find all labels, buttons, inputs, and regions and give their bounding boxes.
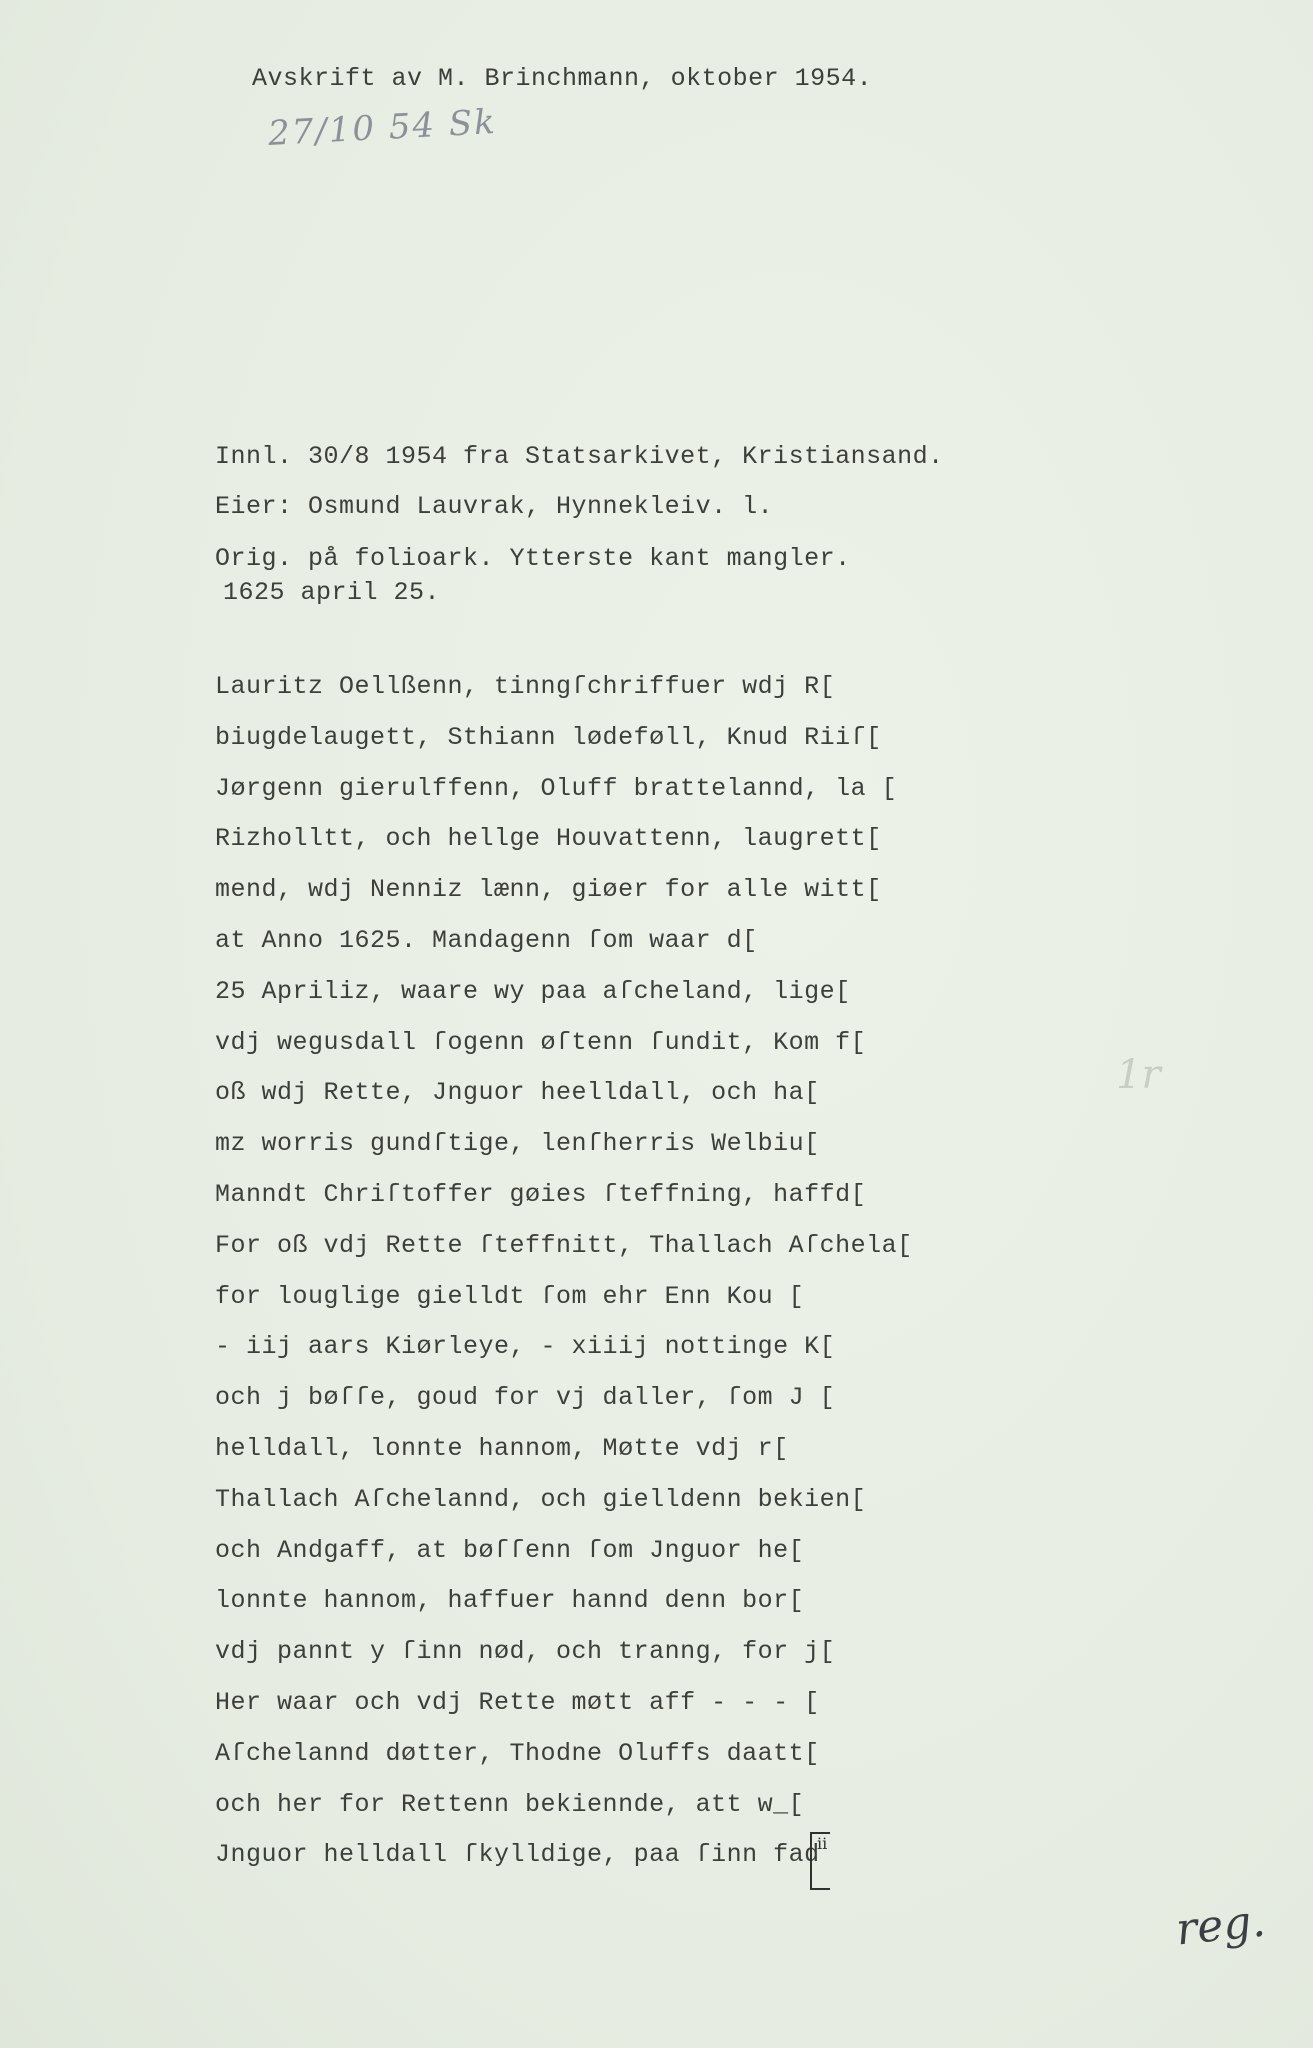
- transcript-line: lonnte hannom, haffuer hannd denn bor[: [215, 1586, 805, 1616]
- transcript-line: mz worris gundſtige, lenſherris Welbiu[: [215, 1129, 820, 1159]
- original-line: Orig. på folioark. Ytterste kant mangler.: [215, 544, 851, 573]
- transcript-line: - iij aars Kiørleye, - xiiij nottinge K[: [215, 1332, 836, 1362]
- reg-handwritten-note: reg.: [1173, 1895, 1268, 1956]
- transcript-body: [215, 672, 913, 1891]
- transcription-note: Avskrift av M. Brinchmann, oktober 1954.: [252, 64, 873, 93]
- transcript-line: Her waar och vdj Rette møtt aff - - - [: [215, 1687, 820, 1717]
- transcript-line: Lauritz Oellßenn, tinngſchriffuer wdj R[: [215, 672, 836, 701]
- date-line: 1625 april 25.: [223, 578, 441, 607]
- transcript-line: oß wdj Rette, Jnguor heelldall, och ha[: [215, 1078, 820, 1108]
- transcript-line: biugdelaugett, Sthiann lødeføll, Knud Riiſ[: [215, 722, 882, 752]
- transcript-line: mend, wdj Nenniz lænn, giøer for alle witt[: [215, 875, 882, 905]
- transcript-line: For oß vdj Rette ſteffnitt, Thallach Aſchela[: [215, 1230, 913, 1260]
- faint-margin-mark: 1r: [1116, 1052, 1161, 1098]
- owner-line: Eier: Osmund Lauvrak, Hynnekleiv. l.: [215, 492, 774, 521]
- transcript-line: vdj pannt y ſinn nød, och tranng, for j[: [215, 1637, 836, 1667]
- transcript-line: och her for Rettenn bekiennde, att w_[: [215, 1789, 805, 1819]
- transcript-line: at Anno 1625. Mandagenn ſom waar d[: [215, 925, 758, 955]
- transcript-line: Jørgenn gierulffenn, Oluff brattelannd, la [: [215, 773, 898, 803]
- transcript-line: Thallach Aſchelannd, och gielldenn bekien[: [215, 1484, 867, 1514]
- transcript-line: Rizholltt, och hellge Houvattenn, laugrett[: [215, 824, 882, 854]
- transcript-line: Jnguor helldall ſkylldige, paa ſinn fad: [215, 1840, 820, 1870]
- transcript-line: vdj wegusdall ſogenn øſtenn ſundit, Kom f[: [215, 1027, 867, 1057]
- bracket-mark: [810, 1832, 830, 1890]
- transcript-line: och Andgaff, at bøſſenn ſom Jnguor he[: [215, 1535, 805, 1565]
- received-line: Innl. 30/8 1954 fra Statsarkivet, Kristiansand.: [215, 442, 944, 471]
- transcript-line: 25 Apriliz, waare wy paa aſcheland, lige[: [215, 976, 851, 1006]
- transcript-line: Manndt Chriſtoffer gøies ſteffning, haffd[: [215, 1179, 867, 1209]
- transcript-line: helldall, lonnte hannom, Møtte vdj r[: [215, 1433, 789, 1463]
- transcript-line: och j bøſſe, goud for vj daller, ſom J [: [215, 1383, 836, 1413]
- transcript-line: for louglige gielldt ſom ehr Enn Kou [: [215, 1281, 805, 1311]
- pencil-date-note: 27/10 54 Sk: [267, 102, 498, 154]
- metadata-block: [215, 442, 944, 612]
- bracket-glyph: ii: [817, 1834, 828, 1853]
- transcript-line: Aſchelannd døtter, Thodne Oluffs daatt[: [215, 1738, 820, 1768]
